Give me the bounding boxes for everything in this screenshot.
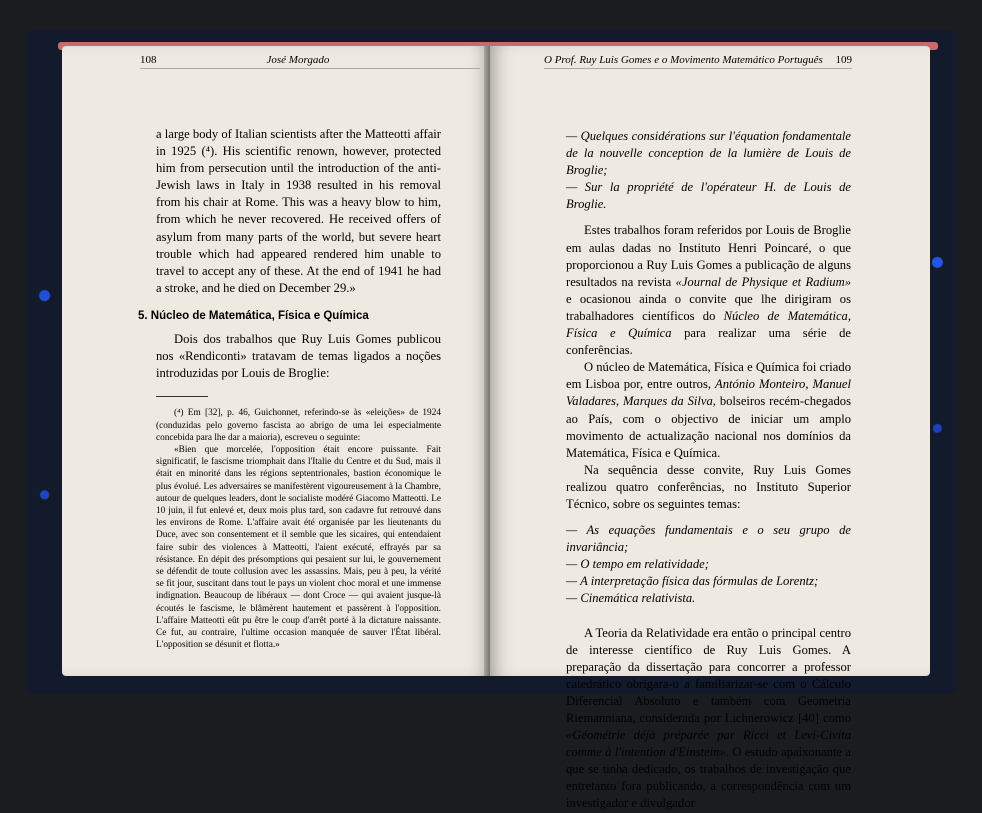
nucleo-name: Núcleo de Matemática, Física e Química	[566, 308, 851, 341]
para-text: Estes trabalhos foram referidos por Louis de Broglie em aulas dadas no Instituto Henri Poincaré, o que proporcionou a Ruy Luis Gomes a publicação de alguns resultados na revista	[566, 223, 851, 289]
body-paragraph	[566, 359, 851, 462]
footnote-rule	[156, 396, 208, 397]
left-page-number: 108	[140, 54, 157, 66]
topic-item: — Cinemática relativista.	[566, 591, 696, 606]
topic-item: — A interpretação física das fórmulas de Lorentz;	[566, 574, 819, 589]
para-text: A Teoria da Relatividade era então o principal centro de interesse científico de Ruy Luis Gomes. A preparação da dissertação para concorrer a professor catedrático obrigara-o a familiarizar-se com o Cálculo Diferencial Absoluto e também com Geometria Riemanniana, considerada por Lichnerowicz [40] como	[566, 625, 851, 725]
para-text: e ocasionou ainda o convite que lhe dirigiram os trabalhadores científicos do	[566, 291, 851, 323]
journal-name: «Journal de Physique et Radium»	[675, 274, 851, 289]
left-page-body	[138, 126, 441, 651]
right-page-number: 109	[835, 54, 852, 66]
body-paragraph	[566, 625, 851, 813]
body-paragraph: a large body of Italian scientists after the Matteotti affair in 1925 (⁴). His scientific renown, however, protected him from persecution until the introduction of the anti-Jewish laws in Italy in 1938 resulted in his removal from his chair at Rome. This was a heavy blow to him, from which he never recovered. He received offers of asylum from many parts of the world, but severe heart trouble which had appeared rendered him unable to travel to accept any of these. At the end of 1941 he had a stroke, and he died on December 29.»	[156, 127, 441, 295]
section-heading: 5. Núcleo de Matemática, Física e Química	[138, 309, 369, 322]
topic-item: — As equações fundamentais e o seu grupo de invariância;	[566, 523, 851, 555]
topic-item: — O tempo em relatividade;	[566, 557, 709, 572]
para-text: para realizar uma série de conferências.	[566, 326, 851, 358]
lichnerowicz-quote: «Géométrie déjà préparée par Ricci et Levi-Civita comme à l'intention d'Einstein»	[566, 728, 851, 760]
title-item: — Quelques considérations sur l'équation fondamentale de la nouvelle conception de la lumière de Louis de Broglie;	[566, 129, 851, 178]
footnote	[156, 407, 441, 651]
body-paragraph: Na sequência desse convite, Ruy Luis Gomes realizou quatro conferências, no Instituto Superior Técnico, sobre os seguintes temas:	[566, 462, 851, 511]
left-running-header	[140, 54, 480, 69]
para-text: O núcleo de Matemática, Física e Química foi criado em Lisboa por, entre outros,	[566, 360, 851, 392]
founder-names: António Monteiro, Manuel Valadares, Marques da Silva,	[566, 377, 852, 409]
footnote-quote: «Bien que morcelée, l'opposition était encore puissante. Fait significatif, le fascisme triomphait dans l'Italie du Centre et du Sud, mais il était en minorité dans les régions septentrionales, bastion économique le plus évolué. Les adversaires se manifestèrent vigoureusement à la Chambre, autour de quelques leaders, dont le socialiste modéré Giacomo Matteotti. Le 10 juin, il fut enlevé et, deux mois plus tard, son cadavre fut retrouvé dans les environs de Rome. L'affaire avait été organisée par les lieutenants du Duce, avec son consentement et il semble que les sicaires, qui entendaient faire subir des violences à Matteotti, l'aient exécuté, effrayés par sa résistance. En dépit des présomptions qui pesaient sur lui, le gouvernement se défendit de toute collusion avec les assassins. Mais, peu à peu, la vérité se fit jour, suscitant dans tout le pays un violent choc moral et une immense indignation. Beaucoup de libéraux — dont Croce — qui avaient jusque-là écoutés le fascisme, le blâmèrent hautement et passèrent à l'opposition. L'affaire Matteotti eût pu être le coup d'arrêt porté à la dictature naissante. Ce fut, au contraire, l'ultime occasion manquée de sauver l'État libéral. L'opposition se désunit et flotta.»	[156, 444, 441, 651]
right-running-head: O Prof. Ruy Luis Gomes e o Movimento Matemático Português	[544, 54, 823, 66]
para-text: . O estudo apaixonante a que se tinha dedicado, os trabalhos de investigação que entretanto fora publicando, a correspondência com um investigador e divulgador	[566, 745, 852, 811]
para-text: bolseiros recém-chegados ao País, com o objectivo de iniciar um amplo movimento de actualização nacional nos domínios da Matemática, Física e Química.	[566, 394, 851, 460]
footnote-intro: (⁴) Em [32], p. 46, Guichonnet, referindo-se às «eleições» de 1924 (conduzidas pelo governo fascista ao abrigo de uma lei especialmente concebida para lhe dar a maioria), escreveu o seguinte:	[156, 408, 441, 443]
title-item: — Sur la propriété de l'opérateur H. de Louis de Broglie.	[566, 180, 851, 212]
broglie-titles	[566, 128, 851, 213]
lecture-topics	[566, 522, 851, 607]
body-paragraph: Dois dos trabalhos que Ruy Luis Gomes publicou nos «Rendiconti» tratavam de temas ligados a noções introduzidas por Louis de Broglie:	[156, 332, 441, 381]
left-running-head: José Morgado	[266, 54, 330, 66]
right-page-body	[566, 128, 851, 813]
right-running-header	[544, 54, 852, 69]
body-paragraph	[566, 222, 851, 359]
